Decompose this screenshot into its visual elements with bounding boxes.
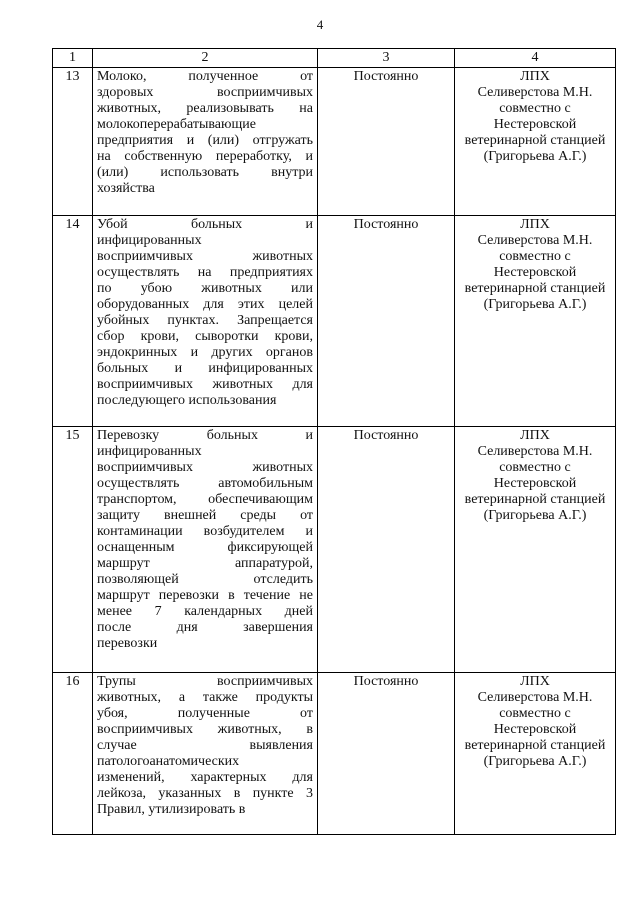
responsible-line: совместно с	[499, 101, 571, 116]
responsible-line: Селиверстова М.Н.	[477, 690, 593, 705]
description-line: (или) использовать внутри	[97, 165, 313, 180]
responsible-line: совместно с	[499, 706, 571, 721]
description-line: Убой больных и	[97, 217, 313, 232]
description-line: Трупы восприимчивых	[97, 674, 313, 689]
responsible-line: (Григорьева А.Г.)	[483, 508, 587, 523]
responsible-party	[455, 216, 616, 427]
description-line: хозяйства	[97, 181, 155, 196]
responsible-line: ЛПХ	[520, 69, 550, 84]
description-line: больных и инфицированных	[97, 361, 313, 376]
description-line: оснащенным фиксирующей	[97, 540, 313, 555]
responsible-line: Нестеровской	[493, 476, 577, 491]
description-line: здоровых восприимчивых	[97, 85, 313, 100]
responsible-line: Нестеровской	[493, 117, 577, 132]
description-line: восприимчивых животных	[97, 460, 313, 475]
responsible-line: Нестеровской	[493, 722, 577, 737]
responsible-line: ветеринарной станцией	[464, 133, 606, 148]
description-line: последующего использования	[97, 393, 277, 408]
column-header-4: 4	[455, 49, 616, 68]
description-line: осуществлять на предприятиях	[97, 265, 313, 280]
measure-period: Постоянно	[318, 673, 455, 835]
description-line: молокоперерабатывающие	[97, 117, 256, 132]
measure-period: Постоянно	[318, 68, 455, 216]
responsible-line: ЛПХ	[520, 674, 550, 689]
description-line: по убою животных или	[97, 281, 313, 296]
description-line: контаминации возбудителем и	[97, 524, 313, 539]
description-line: случае выявления	[97, 738, 313, 753]
measures-table	[52, 48, 616, 835]
description-line: эндокринных и других органов	[97, 345, 313, 360]
description-line: оборудованных для этих целей	[97, 297, 313, 312]
measure-description	[93, 216, 318, 427]
table-header-row	[53, 49, 616, 68]
description-line: сбор крови, сыворотки крови,	[97, 329, 313, 344]
description-line: животных, реализовывать на	[97, 101, 313, 116]
description-line: убойных пунктах. Запрещается	[97, 313, 313, 328]
table-row	[53, 68, 616, 216]
responsible-line: совместно с	[499, 249, 571, 264]
description-line: восприимчивых животных	[97, 249, 313, 264]
measure-period: Постоянно	[318, 427, 455, 673]
page-number: 4	[316, 17, 324, 32]
description-line: восприимчивых животных, в	[97, 722, 313, 737]
description-line: на собственную переработку, и	[97, 149, 313, 164]
responsible-line: ветеринарной станцией	[464, 738, 606, 753]
responsible-party	[455, 673, 616, 835]
description-line: менее 7 календарных дней	[97, 604, 313, 619]
description-line: предприятия и (или) отгружать	[97, 133, 313, 148]
row-number: 15	[53, 427, 93, 673]
description-line: инфицированных	[97, 444, 202, 459]
description-line: лейкоза, указанных в пункте 3	[97, 786, 313, 801]
responsible-line: ЛПХ	[520, 428, 550, 443]
row-number: 16	[53, 673, 93, 835]
description-line: транспортом, обеспечивающим	[97, 492, 313, 507]
responsible-line: Селиверстова М.Н.	[477, 85, 593, 100]
description-line: патологоанатомических	[97, 754, 240, 769]
column-header-3: 3	[318, 49, 455, 68]
responsible-line: Селиверстова М.Н.	[477, 444, 593, 459]
description-line: Перевозку больных и	[97, 428, 313, 443]
measure-period: Постоянно	[318, 216, 455, 427]
row-number: 13	[53, 68, 93, 216]
responsible-line: ветеринарной станцией	[464, 492, 606, 507]
responsible-line: (Григорьева А.Г.)	[483, 297, 587, 312]
description-line: позволяющей отследить	[97, 572, 313, 587]
responsible-line: (Григорьева А.Г.)	[483, 754, 587, 769]
responsible-line: (Григорьева А.Г.)	[483, 149, 587, 164]
description-line: восприимчивых животных для	[97, 377, 313, 392]
column-header-1: 1	[53, 49, 93, 68]
description-line: Правил, утилизировать в	[97, 802, 246, 817]
description-line: после дня завершения	[97, 620, 313, 635]
description-line: маршрут аппаратурой,	[97, 556, 313, 571]
table-row	[53, 673, 616, 835]
description-line: животных, а также продукты	[97, 690, 313, 705]
responsible-party	[455, 68, 616, 216]
description-line: маршрут перевозки в течение не	[97, 588, 313, 603]
table-row	[53, 427, 616, 673]
description-line: убоя, полученные от	[97, 706, 313, 721]
responsible-line: ЛПХ	[520, 217, 550, 232]
responsible-party	[455, 427, 616, 673]
responsible-line: ветеринарной станцией	[464, 281, 606, 296]
description-line: изменений, характерных для	[97, 770, 313, 785]
description-line: инфицированных	[97, 233, 202, 248]
description-line: Молоко, полученное от	[97, 69, 313, 84]
measure-description	[93, 673, 318, 835]
description-line: осуществлять автомобильным	[97, 476, 313, 491]
description-line: перевозки	[97, 636, 158, 651]
column-header-2: 2	[93, 49, 318, 68]
description-line: защиту внешней среды от	[97, 508, 313, 523]
measure-description	[93, 68, 318, 216]
responsible-line: совместно с	[499, 460, 571, 475]
row-number: 14	[53, 216, 93, 427]
responsible-line: Селиверстова М.Н.	[477, 233, 593, 248]
measure-description	[93, 427, 318, 673]
table-row	[53, 216, 616, 427]
responsible-line: Нестеровской	[493, 265, 577, 280]
